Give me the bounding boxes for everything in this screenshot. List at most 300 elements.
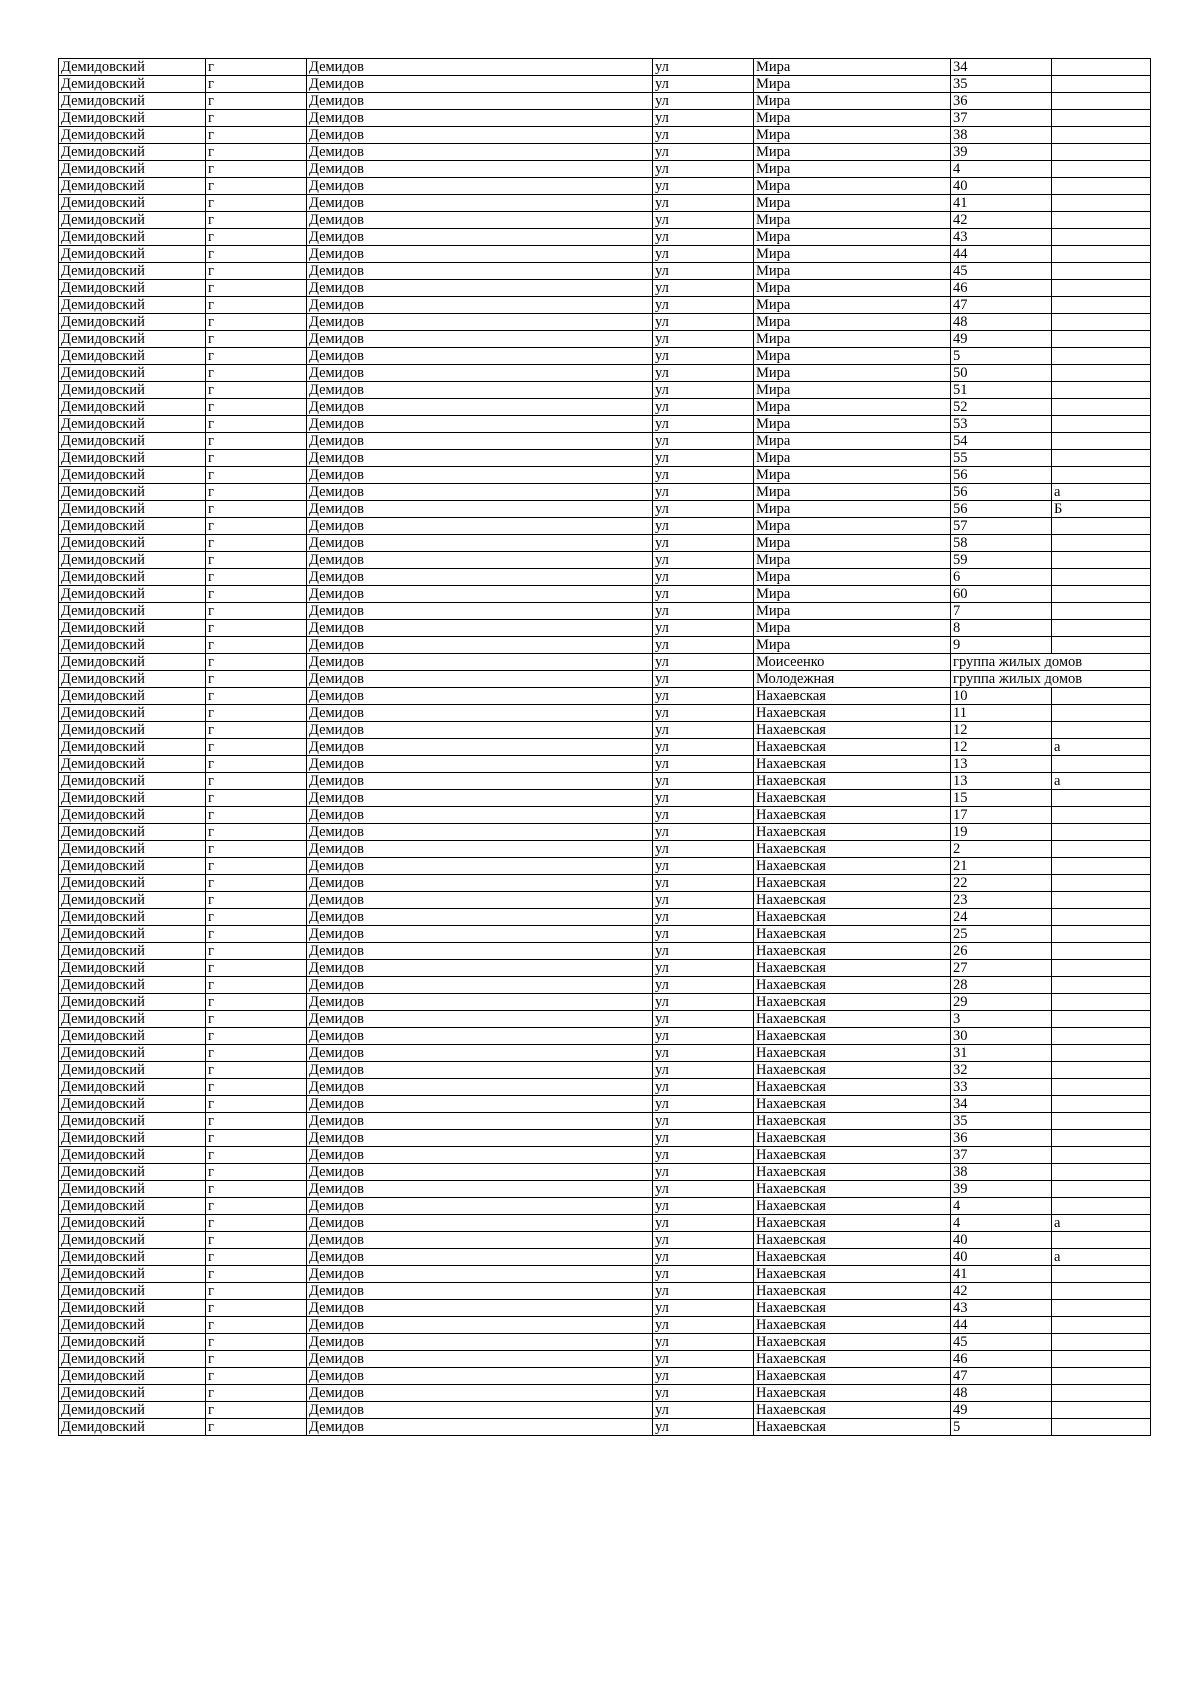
street-cell: Мира bbox=[754, 331, 951, 348]
settlement-type-cell: г bbox=[206, 994, 307, 1011]
street-type-cell: ул bbox=[653, 484, 754, 501]
table-row bbox=[59, 654, 1151, 671]
settlement-type-cell: г bbox=[206, 382, 307, 399]
house-letter-cell bbox=[1052, 960, 1151, 977]
street-type-cell: ул bbox=[653, 535, 754, 552]
table-row bbox=[59, 178, 1151, 195]
settlement-cell: Демидов bbox=[307, 960, 653, 977]
house-letter-cell bbox=[1052, 1079, 1151, 1096]
street-type-cell: ул bbox=[653, 688, 754, 705]
settlement-type-cell: г bbox=[206, 773, 307, 790]
table-row bbox=[59, 994, 1151, 1011]
table-row bbox=[59, 1045, 1151, 1062]
house-letter-cell bbox=[1052, 348, 1151, 365]
table-row bbox=[59, 110, 1151, 127]
house-letter-cell bbox=[1052, 246, 1151, 263]
settlement-cell: Демидов bbox=[307, 841, 653, 858]
district-cell: Демидовский bbox=[59, 960, 206, 977]
street-type-cell: ул bbox=[653, 705, 754, 722]
street-type-cell: ул bbox=[653, 586, 754, 603]
table-row bbox=[59, 1096, 1151, 1113]
district-cell: Демидовский bbox=[59, 943, 206, 960]
table-row bbox=[59, 1130, 1151, 1147]
house-letter-cell bbox=[1052, 331, 1151, 348]
district-cell: Демидовский bbox=[59, 297, 206, 314]
settlement-type-cell: г bbox=[206, 246, 307, 263]
street-cell: Мира bbox=[754, 280, 951, 297]
street-type-cell: ул bbox=[653, 229, 754, 246]
house-number-cell: 38 bbox=[951, 127, 1052, 144]
house-letter-cell bbox=[1052, 620, 1151, 637]
settlement-cell: Демидов bbox=[307, 892, 653, 909]
house-letter-cell bbox=[1052, 705, 1151, 722]
house-number-cell: 42 bbox=[951, 212, 1052, 229]
house-letter-cell bbox=[1052, 909, 1151, 926]
table-row bbox=[59, 824, 1151, 841]
table-row bbox=[59, 1385, 1151, 1402]
settlement-cell: Демидов bbox=[307, 1419, 653, 1436]
street-cell: Мира bbox=[754, 501, 951, 518]
table-row bbox=[59, 1164, 1151, 1181]
street-type-cell: ул bbox=[653, 637, 754, 654]
street-cell: Мира bbox=[754, 93, 951, 110]
table-row bbox=[59, 331, 1151, 348]
settlement-cell: Демидов bbox=[307, 263, 653, 280]
street-cell: Нахаевская bbox=[754, 824, 951, 841]
settlement-cell: Демидов bbox=[307, 314, 653, 331]
district-cell: Демидовский bbox=[59, 671, 206, 688]
district-cell: Демидовский bbox=[59, 535, 206, 552]
street-type-cell: ул bbox=[653, 1181, 754, 1198]
street-cell: Нахаевская bbox=[754, 688, 951, 705]
settlement-cell: Демидов bbox=[307, 807, 653, 824]
house-number-cell: 13 bbox=[951, 773, 1052, 790]
settlement-type-cell: г bbox=[206, 297, 307, 314]
street-type-cell: ул bbox=[653, 807, 754, 824]
settlement-cell: Демидов bbox=[307, 909, 653, 926]
street-cell: Мира bbox=[754, 416, 951, 433]
street-cell: Нахаевская bbox=[754, 1215, 951, 1232]
district-cell: Демидовский bbox=[59, 909, 206, 926]
house-letter-cell bbox=[1052, 1317, 1151, 1334]
street-cell: Мира bbox=[754, 569, 951, 586]
settlement-type-cell: г bbox=[206, 1283, 307, 1300]
house-letter-cell bbox=[1052, 943, 1151, 960]
house-number-cell: 25 bbox=[951, 926, 1052, 943]
street-cell: Мира bbox=[754, 637, 951, 654]
settlement-cell: Демидов bbox=[307, 365, 653, 382]
street-type-cell: ул bbox=[653, 144, 754, 161]
settlement-cell: Демидов bbox=[307, 195, 653, 212]
district-cell: Демидовский bbox=[59, 229, 206, 246]
table-row bbox=[59, 841, 1151, 858]
district-cell: Демидовский bbox=[59, 1164, 206, 1181]
street-cell: Мира bbox=[754, 450, 951, 467]
street-cell: Мира bbox=[754, 467, 951, 484]
settlement-type-cell: г bbox=[206, 348, 307, 365]
table-row bbox=[59, 263, 1151, 280]
settlement-type-cell: г bbox=[206, 212, 307, 229]
house-letter-cell bbox=[1052, 586, 1151, 603]
street-cell: Нахаевская bbox=[754, 858, 951, 875]
settlement-type-cell: г bbox=[206, 586, 307, 603]
settlement-cell: Демидов bbox=[307, 1317, 653, 1334]
street-type-cell: ул bbox=[653, 263, 754, 280]
house-letter-cell: Б bbox=[1052, 501, 1151, 518]
table-row bbox=[59, 501, 1151, 518]
street-cell: Нахаевская bbox=[754, 1283, 951, 1300]
house-number-cell: 40 bbox=[951, 178, 1052, 195]
house-letter-cell bbox=[1052, 926, 1151, 943]
settlement-type-cell: г bbox=[206, 977, 307, 994]
house-letter-cell bbox=[1052, 1113, 1151, 1130]
settlement-type-cell: г bbox=[206, 943, 307, 960]
house-letter-cell bbox=[1052, 1130, 1151, 1147]
house-number-cell: 13 bbox=[951, 756, 1052, 773]
table-row bbox=[59, 1079, 1151, 1096]
house-letter-cell bbox=[1052, 1266, 1151, 1283]
house-letter-cell bbox=[1052, 1045, 1151, 1062]
settlement-type-cell: г bbox=[206, 1198, 307, 1215]
district-cell: Демидовский bbox=[59, 161, 206, 178]
district-cell: Демидовский bbox=[59, 790, 206, 807]
district-cell: Демидовский bbox=[59, 1113, 206, 1130]
settlement-type-cell: г bbox=[206, 1011, 307, 1028]
street-type-cell: ул bbox=[653, 569, 754, 586]
street-cell: Нахаевская bbox=[754, 1028, 951, 1045]
settlement-cell: Демидов bbox=[307, 1283, 653, 1300]
street-type-cell: ул bbox=[653, 399, 754, 416]
district-cell: Демидовский bbox=[59, 110, 206, 127]
house-number-cell: 15 bbox=[951, 790, 1052, 807]
settlement-cell: Демидов bbox=[307, 1334, 653, 1351]
house-letter-cell: а bbox=[1052, 1215, 1151, 1232]
street-type-cell: ул bbox=[653, 76, 754, 93]
street-type-cell: ул bbox=[653, 501, 754, 518]
settlement-type-cell: г bbox=[206, 1385, 307, 1402]
street-type-cell: ул bbox=[653, 467, 754, 484]
house-number-cell: 45 bbox=[951, 1334, 1052, 1351]
settlement-type-cell: г bbox=[206, 790, 307, 807]
settlement-type-cell: г bbox=[206, 467, 307, 484]
house-letter-cell bbox=[1052, 824, 1151, 841]
settlement-cell: Демидов bbox=[307, 1266, 653, 1283]
street-cell: Нахаевская bbox=[754, 1385, 951, 1402]
house-letter-cell bbox=[1052, 229, 1151, 246]
table-row bbox=[59, 127, 1151, 144]
street-cell: Мира bbox=[754, 229, 951, 246]
table-row bbox=[59, 1300, 1151, 1317]
street-type-cell: ул bbox=[653, 773, 754, 790]
district-cell: Демидовский bbox=[59, 739, 206, 756]
settlement-type-cell: г bbox=[206, 1317, 307, 1334]
house-number-cell: 35 bbox=[951, 76, 1052, 93]
settlement-type-cell: г bbox=[206, 756, 307, 773]
settlement-type-cell: г bbox=[206, 688, 307, 705]
street-cell: Нахаевская bbox=[754, 1198, 951, 1215]
settlement-cell: Демидов bbox=[307, 1351, 653, 1368]
settlement-cell: Демидов bbox=[307, 331, 653, 348]
house-number-cell: 30 bbox=[951, 1028, 1052, 1045]
house-number-cell: 34 bbox=[951, 1096, 1052, 1113]
table-row bbox=[59, 926, 1151, 943]
table-row bbox=[59, 620, 1151, 637]
district-cell: Демидовский bbox=[59, 1198, 206, 1215]
street-type-cell: ул bbox=[653, 1028, 754, 1045]
district-cell: Демидовский bbox=[59, 1096, 206, 1113]
table-row bbox=[59, 314, 1151, 331]
settlement-cell: Демидов bbox=[307, 1011, 653, 1028]
district-cell: Демидовский bbox=[59, 1334, 206, 1351]
settlement-type-cell: г bbox=[206, 926, 307, 943]
settlement-type-cell: г bbox=[206, 892, 307, 909]
street-type-cell: ул bbox=[653, 433, 754, 450]
street-type-cell: ул bbox=[653, 1351, 754, 1368]
house-number-cell: 3 bbox=[951, 1011, 1052, 1028]
street-type-cell: ул bbox=[653, 977, 754, 994]
house-letter-cell bbox=[1052, 858, 1151, 875]
settlement-cell: Демидов bbox=[307, 620, 653, 637]
district-cell: Демидовский bbox=[59, 977, 206, 994]
street-type-cell: ул bbox=[653, 416, 754, 433]
street-cell: Нахаевская bbox=[754, 1079, 951, 1096]
street-cell: Нахаевская bbox=[754, 1266, 951, 1283]
table-row bbox=[59, 977, 1151, 994]
table-row bbox=[59, 875, 1151, 892]
settlement-cell: Демидов bbox=[307, 93, 653, 110]
street-type-cell: ул bbox=[653, 926, 754, 943]
settlement-cell: Демидов bbox=[307, 161, 653, 178]
street-cell: Нахаевская bbox=[754, 943, 951, 960]
table-row bbox=[59, 297, 1151, 314]
house-letter-cell: а bbox=[1052, 1249, 1151, 1266]
house-number-cell: 47 bbox=[951, 297, 1052, 314]
street-cell: Нахаевская bbox=[754, 1249, 951, 1266]
district-cell: Демидовский bbox=[59, 1028, 206, 1045]
street-type-cell: ул bbox=[653, 1164, 754, 1181]
street-type-cell: ул bbox=[653, 178, 754, 195]
street-type-cell: ул bbox=[653, 1317, 754, 1334]
house-letter-cell bbox=[1052, 450, 1151, 467]
district-cell: Демидовский bbox=[59, 688, 206, 705]
house-number-cell: 34 bbox=[951, 59, 1052, 76]
house-letter-cell bbox=[1052, 1334, 1151, 1351]
street-type-cell: ул bbox=[653, 756, 754, 773]
table-row bbox=[59, 722, 1151, 739]
house-number-cell: группа жилых домов bbox=[951, 654, 1151, 671]
settlement-type-cell: г bbox=[206, 722, 307, 739]
street-type-cell: ул bbox=[653, 348, 754, 365]
table-row bbox=[59, 416, 1151, 433]
street-cell: Нахаевская bbox=[754, 1164, 951, 1181]
settlement-cell: Демидов bbox=[307, 756, 653, 773]
district-cell: Демидовский bbox=[59, 994, 206, 1011]
district-cell: Демидовский bbox=[59, 875, 206, 892]
settlement-cell: Демидов bbox=[307, 858, 653, 875]
street-type-cell: ул bbox=[653, 552, 754, 569]
table-row bbox=[59, 1317, 1151, 1334]
house-letter-cell bbox=[1052, 263, 1151, 280]
house-letter-cell bbox=[1052, 1181, 1151, 1198]
street-type-cell: ул bbox=[653, 1113, 754, 1130]
settlement-cell: Демидов bbox=[307, 110, 653, 127]
district-cell: Демидовский bbox=[59, 1249, 206, 1266]
street-type-cell: ул bbox=[653, 314, 754, 331]
settlement-cell: Демидов bbox=[307, 399, 653, 416]
table-row bbox=[59, 1113, 1151, 1130]
house-letter-cell bbox=[1052, 1351, 1151, 1368]
settlement-cell: Демидов bbox=[307, 603, 653, 620]
street-cell: Нахаевская bbox=[754, 1368, 951, 1385]
house-number-cell: группа жилых домов bbox=[951, 671, 1151, 688]
street-type-cell: ул bbox=[653, 1079, 754, 1096]
house-number-cell: 35 bbox=[951, 1113, 1052, 1130]
street-type-cell: ул bbox=[653, 1266, 754, 1283]
district-cell: Демидовский bbox=[59, 1368, 206, 1385]
settlement-type-cell: г bbox=[206, 1215, 307, 1232]
settlement-cell: Демидов bbox=[307, 569, 653, 586]
street-cell: Нахаевская bbox=[754, 807, 951, 824]
house-letter-cell bbox=[1052, 1164, 1151, 1181]
settlement-cell: Демидов bbox=[307, 943, 653, 960]
house-number-cell: 12 bbox=[951, 739, 1052, 756]
street-type-cell: ул bbox=[653, 297, 754, 314]
house-number-cell: 23 bbox=[951, 892, 1052, 909]
street-type-cell: ул bbox=[653, 1198, 754, 1215]
settlement-cell: Демидов bbox=[307, 994, 653, 1011]
street-type-cell: ул bbox=[653, 93, 754, 110]
house-letter-cell bbox=[1052, 144, 1151, 161]
house-number-cell: 56 bbox=[951, 484, 1052, 501]
street-type-cell: ул bbox=[653, 1011, 754, 1028]
street-type-cell: ул bbox=[653, 161, 754, 178]
street-cell: Нахаевская bbox=[754, 1045, 951, 1062]
street-cell: Молодежная bbox=[754, 671, 951, 688]
district-cell: Демидовский bbox=[59, 1266, 206, 1283]
table-row bbox=[59, 1181, 1151, 1198]
district-cell: Демидовский bbox=[59, 1402, 206, 1419]
house-letter-cell bbox=[1052, 280, 1151, 297]
table-row bbox=[59, 943, 1151, 960]
street-type-cell: ул bbox=[653, 280, 754, 297]
table-row bbox=[59, 1062, 1151, 1079]
street-type-cell: ул bbox=[653, 909, 754, 926]
table-row bbox=[59, 365, 1151, 382]
district-cell: Демидовский bbox=[59, 1385, 206, 1402]
district-cell: Демидовский bbox=[59, 926, 206, 943]
house-number-cell: 36 bbox=[951, 1130, 1052, 1147]
settlement-type-cell: г bbox=[206, 671, 307, 688]
street-type-cell: ул bbox=[653, 1385, 754, 1402]
district-cell: Демидовский bbox=[59, 552, 206, 569]
street-type-cell: ул bbox=[653, 994, 754, 1011]
street-type-cell: ул bbox=[653, 620, 754, 637]
house-letter-cell bbox=[1052, 1300, 1151, 1317]
house-number-cell: 47 bbox=[951, 1368, 1052, 1385]
district-cell: Демидовский bbox=[59, 76, 206, 93]
house-letter-cell bbox=[1052, 433, 1151, 450]
street-cell: Нахаевская bbox=[754, 1096, 951, 1113]
house-letter-cell bbox=[1052, 382, 1151, 399]
house-letter-cell bbox=[1052, 399, 1151, 416]
settlement-type-cell: г bbox=[206, 1419, 307, 1436]
district-cell: Демидовский bbox=[59, 263, 206, 280]
settlement-type-cell: г bbox=[206, 960, 307, 977]
house-letter-cell bbox=[1052, 603, 1151, 620]
street-type-cell: ул bbox=[653, 382, 754, 399]
house-number-cell: 56 bbox=[951, 501, 1052, 518]
settlement-cell: Демидов bbox=[307, 144, 653, 161]
house-letter-cell bbox=[1052, 178, 1151, 195]
district-cell: Демидовский bbox=[59, 705, 206, 722]
street-cell: Нахаевская bbox=[754, 705, 951, 722]
street-cell: Мира bbox=[754, 552, 951, 569]
settlement-type-cell: г bbox=[206, 280, 307, 297]
house-letter-cell bbox=[1052, 688, 1151, 705]
table-row bbox=[59, 246, 1151, 263]
table-row bbox=[59, 450, 1151, 467]
house-letter-cell bbox=[1052, 1062, 1151, 1079]
settlement-type-cell: г bbox=[206, 1402, 307, 1419]
settlement-cell: Демидов bbox=[307, 637, 653, 654]
settlement-cell: Демидов bbox=[307, 416, 653, 433]
street-cell: Нахаевская bbox=[754, 1181, 951, 1198]
settlement-cell: Демидов bbox=[307, 484, 653, 501]
house-letter-cell bbox=[1052, 518, 1151, 535]
settlement-type-cell: г bbox=[206, 739, 307, 756]
district-cell: Демидовский bbox=[59, 620, 206, 637]
house-number-cell: 39 bbox=[951, 1181, 1052, 1198]
house-letter-cell bbox=[1052, 535, 1151, 552]
street-cell: Мира bbox=[754, 484, 951, 501]
table-row bbox=[59, 467, 1151, 484]
settlement-type-cell: г bbox=[206, 178, 307, 195]
district-cell: Демидовский bbox=[59, 1062, 206, 1079]
house-number-cell: 33 bbox=[951, 1079, 1052, 1096]
table-row bbox=[59, 484, 1151, 501]
street-cell: Нахаевская bbox=[754, 841, 951, 858]
house-letter-cell bbox=[1052, 994, 1151, 1011]
house-number-cell: 19 bbox=[951, 824, 1052, 841]
table-row bbox=[59, 518, 1151, 535]
settlement-type-cell: г bbox=[206, 654, 307, 671]
settlement-cell: Демидов bbox=[307, 1062, 653, 1079]
street-cell: Нахаевская bbox=[754, 1232, 951, 1249]
house-letter-cell bbox=[1052, 1368, 1151, 1385]
settlement-type-cell: г bbox=[206, 1164, 307, 1181]
street-type-cell: ул bbox=[653, 1147, 754, 1164]
house-number-cell: 24 bbox=[951, 909, 1052, 926]
street-type-cell: ул bbox=[653, 1419, 754, 1436]
house-number-cell: 8 bbox=[951, 620, 1052, 637]
district-cell: Демидовский bbox=[59, 654, 206, 671]
settlement-type-cell: г bbox=[206, 501, 307, 518]
house-letter-cell bbox=[1052, 314, 1151, 331]
house-letter-cell bbox=[1052, 59, 1151, 76]
table-row bbox=[59, 960, 1151, 977]
table-row bbox=[59, 790, 1151, 807]
table-row bbox=[59, 195, 1151, 212]
district-cell: Демидовский bbox=[59, 314, 206, 331]
street-type-cell: ул bbox=[653, 892, 754, 909]
table-row bbox=[59, 382, 1151, 399]
settlement-cell: Демидов bbox=[307, 739, 653, 756]
settlement-cell: Демидов bbox=[307, 671, 653, 688]
table-row bbox=[59, 280, 1151, 297]
house-number-cell: 60 bbox=[951, 586, 1052, 603]
street-type-cell: ул bbox=[653, 1096, 754, 1113]
house-letter-cell bbox=[1052, 212, 1151, 229]
